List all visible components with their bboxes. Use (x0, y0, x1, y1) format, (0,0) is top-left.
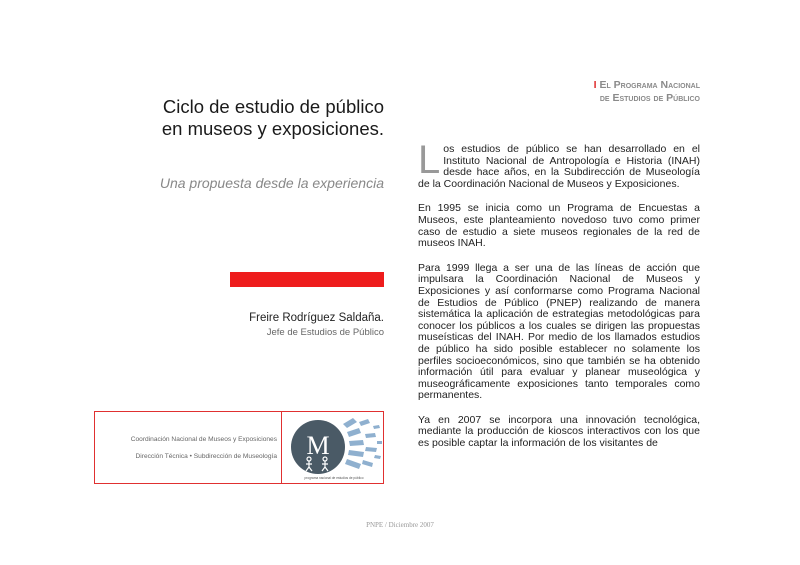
paragraph-1-text: os estudios de público se han desarrollado en el Instituto Nacional de Antropología e Historia (INAH) desde hace años, en la Subdirección de Museología de la Coordinación Nacional de Museos y Exposiciones. (418, 143, 700, 190)
institution-line-2: Dirección Técnica • Subdirección de Museología (135, 453, 277, 460)
paragraph-1 (418, 138, 700, 190)
section-heading-line-1: El Programa Nacional (599, 79, 700, 91)
section-heading (460, 79, 700, 105)
paragraph-4: Ya en 2007 se incorpora una innovación tecnológica, mediante la producción de kioscos interactivos con los que es posible captar la información de los visitantes de (418, 413, 700, 450)
section-bar: I (593, 79, 597, 91)
author-role: Jefe de Estudios de Público (266, 327, 384, 338)
author-name: Freire Rodríguez Saldaña. (249, 312, 384, 324)
document-subtitle: Una propuesta desde la experiencia (159, 175, 384, 191)
body-text (418, 138, 700, 463)
box-divider (281, 412, 282, 483)
institution-box (94, 411, 384, 484)
paragraph-2: En 1995 se inicia como un Programa de Encuestas a Museos, este planteamiento novedoso tuvo como primer caso de estudio a siete museos regionales de la red de museos INAH. (418, 202, 700, 250)
accent-bar (230, 272, 384, 287)
drop-cap: L (418, 138, 441, 182)
document-title (130, 96, 384, 140)
page-footer: PNPE / Diciembre 2007 (366, 521, 434, 529)
feather-marks (343, 418, 382, 469)
logo-caption: programa nacional de estudios de público (304, 476, 364, 480)
title-line-2: en museos y exposiciones. (161, 118, 384, 139)
logo-letter: M (306, 431, 330, 460)
section-heading-line-2: de Estudios de Público (599, 92, 700, 104)
title-line-1: Ciclo de estudio de público (162, 96, 384, 117)
pnep-logo (285, 414, 383, 482)
institution-line-1: Coordinación Nacional de Museos y Exposiciones (130, 436, 277, 443)
paragraph-3: Para 1999 llega a ser una de las líneas de acción que impulsara la Coordinación Nacional de Museos y Exposiciones y así conformarse como Programa Nacional de Estudios de Público (PNEP) realizando de manera sistemática la aplicación de estrategias metodológicas para conocer los públicos a los cuales se dirigen las propuestas museísticas del INAH. Por medio de los llamados estudios de público ha sido posible establecer no solamente los perfiles socioeconómicos, sino que también se ha obtenido información útil para evaluar y planear museológica y museográficamente exposiciones tanto temporales como permanentes. (418, 261, 700, 402)
